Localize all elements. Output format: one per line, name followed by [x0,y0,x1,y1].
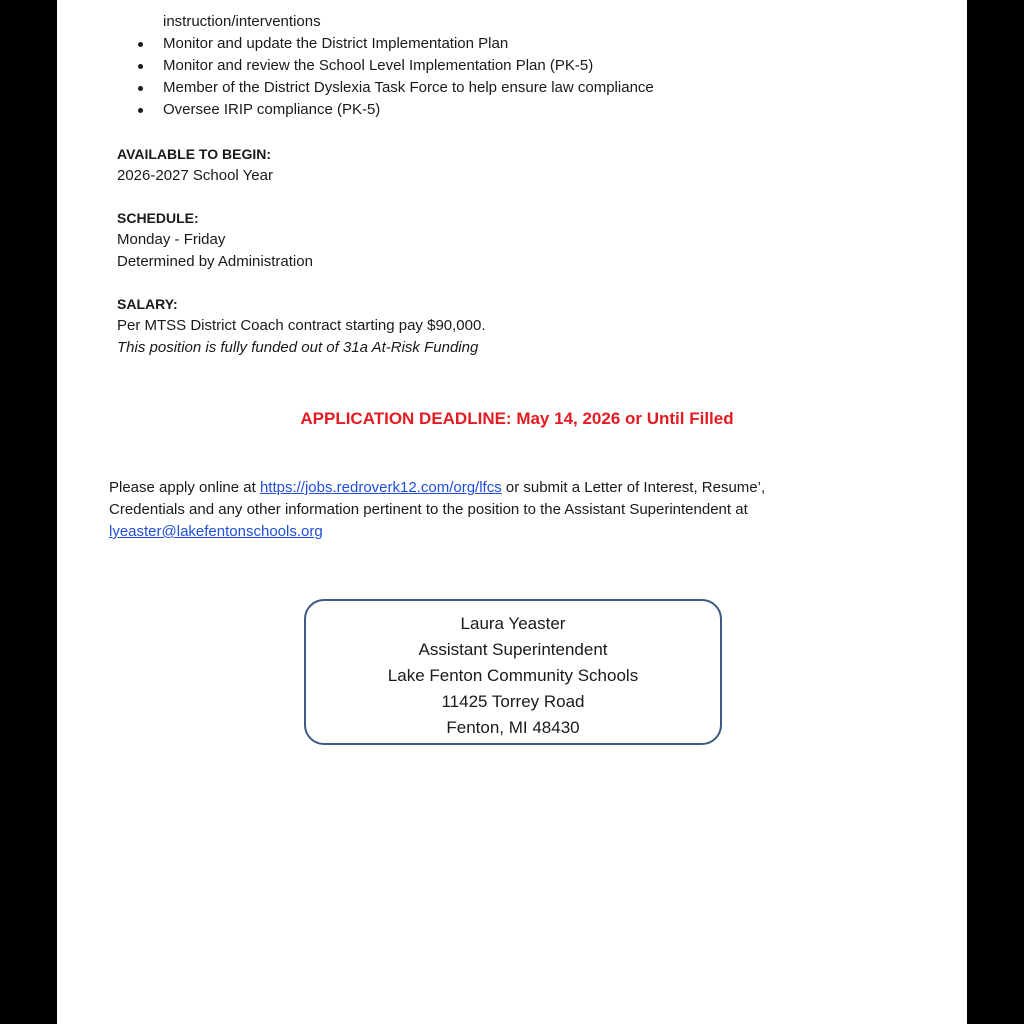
contact-name: Laura Yeaster [460,614,566,633]
salary-pay: Per MTSS District Coach contract starting pay $90,000. [117,317,486,334]
contact-title: Assistant Superintendent [418,640,608,659]
schedule-heading: SCHEDULE: [117,210,199,226]
bullet-icon [138,64,143,69]
contact-address-box [304,599,722,745]
list-item [163,33,654,55]
bullet-text: Monitor and update the District Implementation Plan [163,35,509,52]
application-deadline: APPLICATION DEADLINE: May 14, 2026 or Until Filled [300,409,734,428]
list-item [163,77,654,99]
schedule-days: Monday - Friday [117,231,226,248]
salary-heading: SALARY: [117,296,178,312]
duties-bullet-list [163,33,654,121]
application-link[interactable]: https://jobs.redroverk12.com/org/lfcs [259,479,502,496]
document-page [57,0,967,1024]
apply-text-start: Please apply online at [109,479,260,496]
list-item [163,55,654,77]
contact-organization: Lake Fenton Community Schools [387,666,639,685]
contact-city: Fenton, MI 48430 [446,718,580,737]
bullet-icon [138,86,143,91]
available-value: 2026-2027 School Year [117,167,273,184]
bullet-text: Member of the District Dyslexia Task Force to help ensure law compliance [163,79,654,96]
bullet-continuation-text: instruction/interventions [163,13,321,30]
list-item [163,99,654,121]
bullet-text: Monitor and review the School Level Implementation Plan (PK-5) [163,57,594,74]
salary-funding-note: This position is fully funded out of 31a At-Risk Funding [117,339,479,356]
available-section [117,143,273,187]
apply-text-credentials: Credentials and any other information pertinent to the position to the Assistant Superintendent at [109,501,748,518]
contact-street: 11425 Torrey Road [441,692,585,711]
schedule-determined: Determined by Administration [117,253,313,270]
email-link[interactable]: lyeaster@lakefentonschools.org [109,523,323,540]
apply-instructions [109,477,889,543]
salary-section [117,293,486,359]
bullet-icon [138,42,143,47]
schedule-section [117,207,313,273]
bullet-icon [138,108,143,113]
available-heading: AVAILABLE TO BEGIN: [117,146,271,162]
apply-text-middle: or submit a Letter of Interest, Resume’, [501,479,766,496]
bullet-text: Oversee IRIP compliance (PK-5) [163,101,381,118]
